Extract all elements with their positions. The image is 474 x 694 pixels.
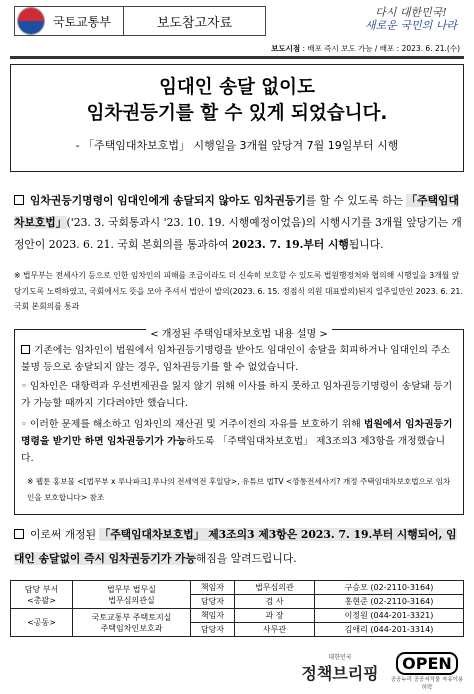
logo1-big: 정책브리핑 [301, 664, 379, 683]
doc-type: 보도참고자료 [124, 6, 266, 36]
logo2-big: OPEN [396, 652, 458, 675]
position-cell: 사무관 [235, 623, 315, 637]
webtoon-note: ※ 웹툰 홍보물 <[법무부 x 루나파크] 루나의 전세역전 후일담>, 유튜브 법TV <깡통전세사기? 개정 주택임대차보호법으로 임차인을 보호합니다> 참조 [27, 477, 451, 502]
role-cell: 책임자 [191, 581, 235, 595]
para1-bold3: 2023. 7. 19.부터 시행 [232, 238, 349, 251]
para1-bold2: 「주택임대차보호법」 [14, 194, 459, 229]
header [0, 0, 474, 40]
role-cell: 담당자 [191, 595, 235, 609]
position-cell: 법무심의관 [235, 581, 315, 595]
title-line2: 임차권등기를 할 수 있게 되었습니다. [86, 103, 388, 124]
box-title: < 개정된 주택임대차보호법 내용 설명 > [146, 329, 332, 340]
ministry-name: 국토교통부 [53, 14, 111, 29]
logo1-small: 대한민국 [328, 654, 352, 661]
para1-text3: 됩니다. [348, 238, 384, 251]
name-phone-cell: 이정원 (044-201-3321) [315, 609, 464, 623]
slogan-line2: 새로운 국민의 나라 [364, 19, 457, 32]
para3-bold: 「주택임대차보호법」 제3조의3 제3항은 2023. 7. 19.부터 시행되어, 임대인 송달없이 즉시 임차권등기가 가능 [14, 528, 457, 565]
box-para-1 [21, 342, 457, 376]
table-row [11, 609, 464, 623]
taegeuk-icon [17, 7, 45, 35]
contact-table [10, 580, 464, 637]
box-para-3a: ◦ 이러한 문제를 해소하고 임차인의 재산권 및 거주이전의 자유를 보호하기 위해 [21, 419, 364, 430]
box-para-3 [21, 416, 457, 467]
name-phone-cell: 김애리 (044-201-3314) [315, 623, 464, 637]
square-bullet-icon [14, 529, 24, 539]
explanation-box [14, 329, 464, 515]
box-para-2: ◦ 임차인은 대항력과 우선변제권을 잃지 않기 위해 이사를 하지 못하고 임차권등기명령이 송달돼 등기가 가능할 때까지 기다려야만 했습니다. [21, 381, 453, 409]
open-license-logo [390, 652, 464, 691]
main-title [11, 75, 463, 127]
box-para-1-text: 기존에는 임차인이 법원에서 임차권등기명령을 받아도 임대인이 송달을 회피하거나 임대인의 주소불명 등으로 송달되지 않는 경우, 임차권등기를 할 수 없었습니다. [21, 345, 451, 373]
embargo-line [271, 43, 460, 54]
org-cell: 국토교통부 주택토지실 주택임차인보호과 [73, 609, 191, 637]
logo2-small: 공공누리 공공저작물 자유이용허락 [390, 677, 464, 691]
paragraph-3 [14, 523, 464, 571]
name-phone-cell: 홍현준 (02-2110-3164) [315, 595, 464, 609]
org-cell: 법무부 법무실 법무심의관실 [73, 581, 191, 609]
slogan [356, 6, 466, 36]
paragraph-1 [14, 190, 464, 256]
para1-bold1: 임차권등기명령이 임대인에게 송달되지 않아도 임차권등기 [30, 194, 306, 207]
subtitle: - 「주택임대차보호법」 시행일을 3개월 앞당겨 7월 19일부터 시행 [75, 139, 399, 152]
para3-text1: 이로써 개정된 [30, 528, 100, 541]
square-bullet-icon [14, 195, 24, 205]
role-cell: 담당자 [191, 623, 235, 637]
square-bullet-icon [21, 345, 30, 354]
title-box [10, 64, 464, 172]
slogan-line1: 다시 대한민국! [375, 6, 447, 19]
header-divider [10, 56, 464, 59]
note-1: ※ 법무부는 전세사기 등으로 인한 임차인의 피해를 조금이라도 더 신속히 보호할 수 있도록 법원행정처와 협의해 시행일을 3개월 앞당기도록 노력하였고, 국회에서도 뜻을 모아 주셔서 법안이 발의(2023. 6. 15. 정점식 의원 대표발의)된지 일주일만인 2023. 6. 21. 국회 본회의를 통과 [14, 271, 463, 311]
embargo-label: 보도시점 [271, 44, 301, 53]
position-cell: 검 사 [235, 595, 315, 609]
ministry-logo [14, 6, 124, 36]
box-para-3c: 하도록 「주택임대차보호법」 제3조의3 제3항을 개정했습니다. [21, 436, 446, 464]
dept-cell: 담당 부서 <총괄> [11, 581, 73, 609]
role-cell: 책임자 [191, 609, 235, 623]
para1-text1: 를 할 수 있도록 하는 [305, 194, 407, 207]
dept-cell: <공동> [11, 609, 73, 637]
title-line1: 임대인 송달 없이도 [159, 77, 315, 98]
table-row [11, 581, 464, 595]
box-para-3b: 법원에서 임차권등기명령을 받기만 하면 임차권등기가 가능 [21, 419, 453, 447]
para3-text2: 해짐을 알려드립니다. [195, 552, 297, 565]
para1-text2: ('23. 3. 국회통과시 '23. 10. 19. 시행예정이었음)의 시행시기를 3개월 앞당기는 개정안이 2023. 6. 21. 국회 본회의를 통과하여 [14, 216, 462, 251]
name-phone-cell: 구승모 (02-2110-3164) [315, 581, 464, 595]
policy-briefing-logo [300, 652, 380, 688]
position-cell: 과 장 [235, 609, 315, 623]
embargo-text: : 배포 즉시 보도 가능 / 배포 : 2023. 6. 21.(수) [300, 44, 460, 53]
